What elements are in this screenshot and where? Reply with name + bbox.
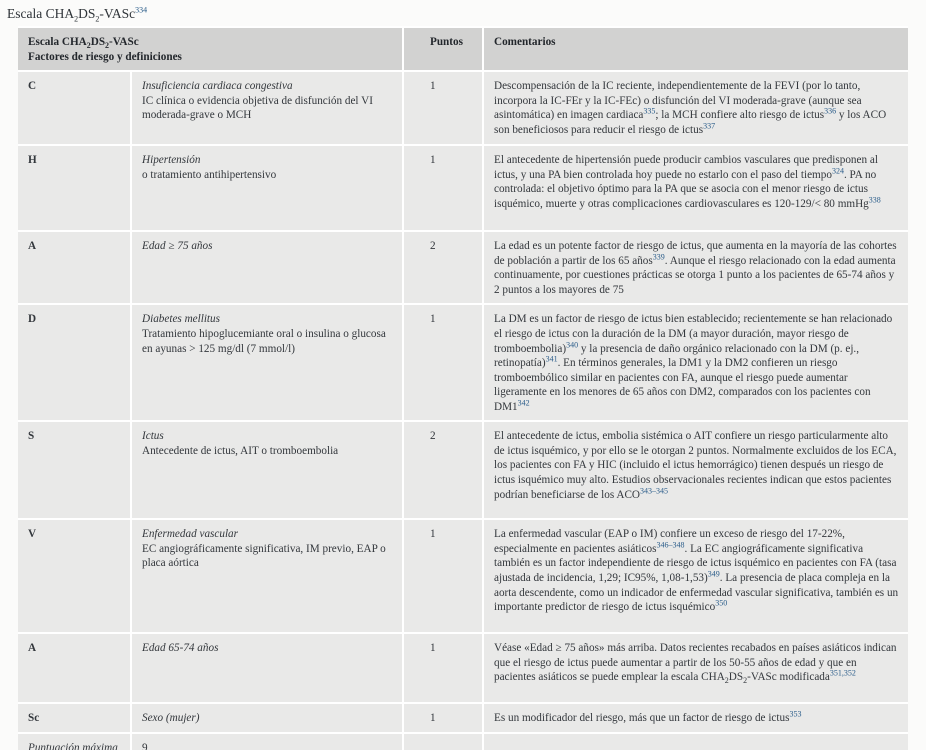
reference-link[interactable]: 349 [707,569,720,579]
definition-title: Edad ≥ 75 años [142,240,213,253]
comment-text: El antecedente de ictus, embolia sistémica o AIT confiere un riesgo particularmente alto de ictus isquémico, y por ello se le otorgan 2 puntos. Normalmente excluidos de los ECA, los pacientes con FA y HIC (incluido el ictus hemorrágico) tienen después un riesgo de ictus isquémico muy alto. Estudios observacionales recientes indican que estos pacientes podrían beneficiarse de los ACO$^{343-345}$ [484,422,908,518]
max-score-comment-empty [484,734,908,750]
reference-link[interactable]: 341 [545,354,558,364]
definition-detail: Antecedente de ictus, AIT o tromboembolia [142,444,339,457]
risk-factor-definition [132,72,402,144]
comment-text: La enfermedad vascular (EAP o IM) confiere un exceso de riesgo del 17-22%, especialmente en pacientes asiáticos$^{346-348}$. La EC angiográficamente significativa también es un factor independiente de riesgo de ictus isquémico en pacientes con FA (tasa ajustada de incidencia, 1,29; IC95%, 1,08-1,53)$^{349}$. La presencia de placa compleja en la aorta descendente, como un indicador de enfermedad vascular significativa, también es un importante predictor de riesgo de ictus isquémico$^{350}$ [484,520,908,632]
comment-text: Descompensación de la IC reciente, independientemente de la FEVI (por lo tanto, incorpora la IC-FEr y la IC-FEc) o disfunción del VI moderada-grave (aunque sea asintomática) en imagen cardiaca$^{335}$; la MCH confiere alto riesgo de ictus$^{336}$ y los ACO son beneficiosos para reducir el riesgo de ictus$^{337}$ [484,72,908,144]
subscript-text: 2 [74,14,79,24]
table-header-scale-name: Escala $CHA_2DS_2$-VASc [28,36,139,51]
points-value: 1 [404,520,482,632]
definition-detail: EC angiográficamente significativa, IM previo, EAP o placa aórtica [142,542,386,570]
subscript-text: 2 [95,14,100,24]
max-score-value: 9 [132,734,402,750]
reference-link[interactable]: 338 [868,195,881,205]
definition-detail: Tratamiento hipoglucemiante oral o insulina o glucosa en ayunas > 125 mg/dl (7 mmol/l) [142,327,386,355]
definition-title: Diabetes mellitus [142,313,220,326]
reference-link[interactable]: 340 [566,339,579,349]
table-header-comments: Comentarios [484,28,908,70]
reference-link[interactable]: 334 [135,5,148,15]
reference-link[interactable]: 339 [652,251,665,261]
reference-link[interactable]: 350 [715,598,728,608]
subscript-text: 2 [743,676,748,686]
risk-factor-definition [132,146,402,230]
reference-link[interactable]: 335 [643,106,656,116]
max-score-label: Puntuación máxima [18,734,130,750]
points-value: 2 [404,422,482,518]
risk-factor-definition [132,232,402,303]
risk-factor-definition [132,305,402,420]
risk-factor-letter-sc-7: Sc [18,704,130,732]
definition-title: Edad 65-74 años [142,642,219,655]
subscript-text: 2 [86,41,91,51]
definition-title: Enfermedad vascular [142,528,239,541]
reference-link[interactable]: 346–348 [656,540,685,550]
risk-factor-letter-v-5: V [18,520,130,632]
points-value: 2 [404,232,482,303]
subscript-text: 2 [724,676,729,686]
risk-factor-letter-a-6: A [18,634,130,702]
definition-title: Hipertensión [142,154,201,167]
points-value: 1 [404,72,482,144]
points-value: 1 [404,704,482,732]
definition-title: Sexo (mujer) [142,712,200,725]
comment-text: Véase «Edad ≥ 75 años» más arriba. Datos recientes recabados en países asiáticos indican que el riesgo de ictus puede aumentar a partir de los 50-55 años de edad y que en pacientes asiáticos se puede emplear la escala $CHA_2DS_2$-VASc modificada$^{351,352}$ [484,634,908,702]
comment-text: La edad es un potente factor de riesgo de ictus, que aumenta en la mayoría de las cohortes de población a partir de los 65 años$^{339}$. Aunque el riesgo relacionado con la edad aumenta continuamente, por cuestiones prácticas se otorga 1 punto a los pacientes de 65-74 años y 2 puntos a los mayores de 75 [484,232,908,303]
comment-text: La DM es un factor de riesgo de ictus bien establecido; recientemente se han relacionado el riesgo de ictus con la duración de la DM (a mayor duración, mayor riesgo de tromboembolia)$^{340}$ y la presencia de daño orgánico relacionado con la DM (p. ej., retinopatía)$^{341}$. En términos generales, la DM1 y la DM2 confieren un riesgo tromboembólico similar en pacientes con FA, aunque el riesgo puede aumentar ligeramente en los menores de 65 años con DM2, comparados con los pacientes con DM1$^{342}$ [484,305,908,420]
reference-link[interactable]: 336 [824,106,837,116]
reference-link[interactable]: 342 [517,398,530,408]
max-score-points-empty [404,734,482,750]
risk-factor-definition [132,520,402,632]
definition-detail: o tratamiento antihipertensivo [142,168,277,181]
risk-factor-letter-d-3: D [18,305,130,420]
points-value: 1 [404,305,482,420]
definition-detail: IC clínica o evidencia objetiva de disfunción del VI moderada-grave o MCH [142,94,373,122]
risk-factor-definition [132,634,402,702]
risk-factor-definition [132,422,402,518]
cha2ds2-vasc-table [18,26,908,750]
reference-link[interactable]: 343–345 [640,485,669,495]
reference-link[interactable]: 351,352 [829,668,856,678]
reference-link[interactable]: 337 [703,121,716,131]
table-header-risk-factors [18,28,402,70]
risk-factor-definition [132,704,402,732]
points-value: 1 [404,634,482,702]
risk-factor-letter-c-0: C [18,72,130,144]
risk-factor-letter-s-4: S [18,422,130,518]
table-header-points: Puntos [404,28,482,70]
page-title: Escala $CHA_2DS_2-VASc^{334}$ [7,5,148,24]
definition-title: Insuficiencia cardiaca congestiva [142,80,293,93]
reference-link[interactable]: 353 [789,709,802,719]
points-value: 1 [404,146,482,230]
comment-text: Es un modificador del riesgo, más que un factor de riesgo de ictus$^{353}$ [484,704,908,732]
table-header-factors-label: Factores de riesgo y definiciones [28,50,182,63]
risk-factor-letter-h-1: H [18,146,130,230]
risk-factor-letter-a-2: A [18,232,130,303]
subscript-text: 2 [105,41,110,51]
reference-link[interactable]: 324 [831,165,844,175]
definition-title: Ictus [142,430,164,443]
comment-text: El antecedente de hipertensión puede producir cambios vasculares que predisponen al ictus, y una PA bien controlada hoy puede no estarlo con el paso del tiempo$^{324}$. PA no controlada: el objetivo óptimo para la PA que se asocia con el menor riesgo de ictus isquémico, muerte y otras complicaciones cardiovasculares es 120-129/< 80 mmHg$^{338}$ [484,146,908,230]
